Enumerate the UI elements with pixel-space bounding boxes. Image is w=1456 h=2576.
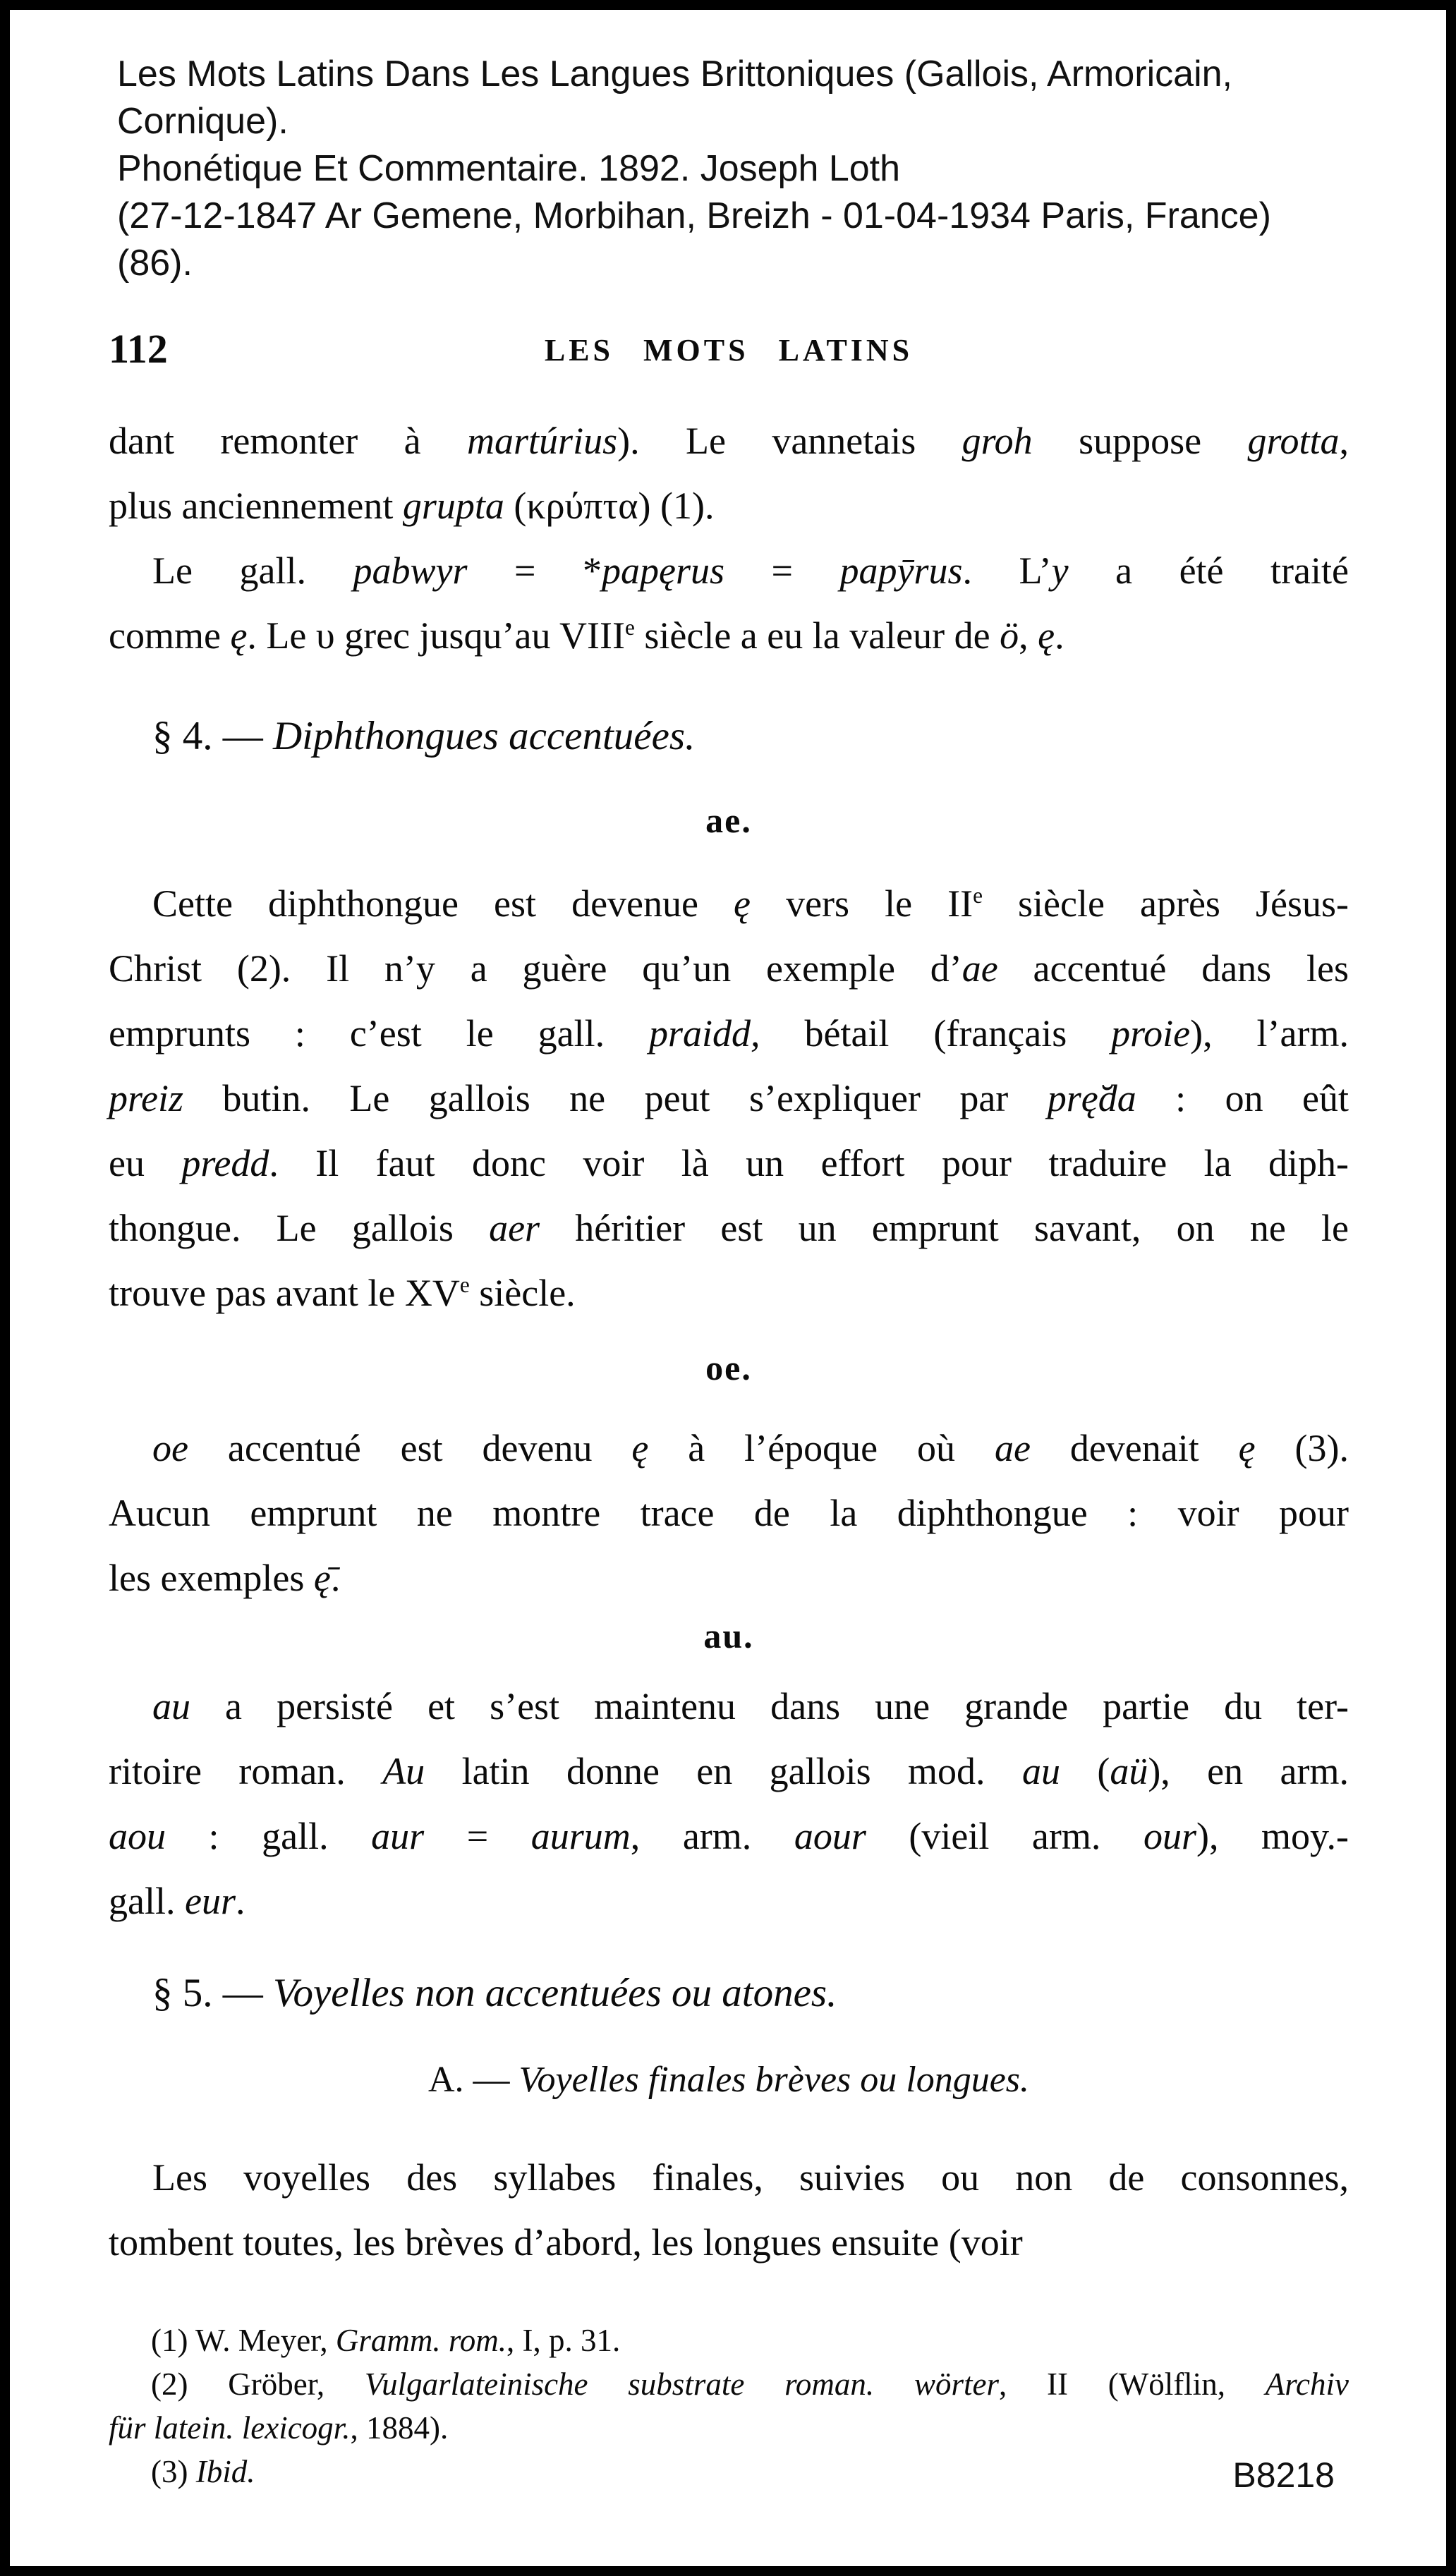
text-line <box>109 1545 1349 1610</box>
running-head <box>109 325 1349 372</box>
text-line <box>109 2145 1349 2210</box>
page-number: 112 <box>109 326 168 372</box>
italic-term: ę <box>1038 614 1055 657</box>
plain-text: ritoire roman. <box>109 1750 383 1792</box>
italic-term: ę̄ <box>313 1557 331 1599</box>
text-line <box>109 1739 1349 1804</box>
text-line <box>109 871 1349 936</box>
plain-text: (vieil arm. <box>866 1815 1143 1857</box>
italic-term: Voyelles finales brèves ou longues. <box>518 2060 1030 2100</box>
plain-text: dant remonter à <box>109 420 468 462</box>
italic-term: aou <box>109 1815 166 1857</box>
text-line <box>109 1260 1349 1325</box>
italic-term: Archiv <box>1265 2367 1349 2402</box>
italic-term: ę <box>230 614 248 657</box>
italic-term: pabwyr <box>353 549 468 592</box>
text-line <box>109 1481 1349 1545</box>
plain-text: (1) W. Meyer, <box>151 2323 336 2358</box>
italic-term: martúrius <box>467 420 618 462</box>
plain-text: § 4. — <box>152 714 273 758</box>
paragraph-au <box>109 1674 1349 1933</box>
plain-text: bétail (français <box>760 1012 1112 1055</box>
plain-text: accentué est devenu <box>188 1427 632 1469</box>
header-note-line-3: (27-12-1847 Ar Gemene, Morbihan, Breizh - 01-04-1934 Paris, France) (86). <box>117 195 1271 284</box>
plain-text: . <box>235 1880 245 1922</box>
plain-text: . Le υ grec jusqu’au VIII <box>247 614 625 657</box>
library-stamp: B8218 <box>1232 2455 1335 2495</box>
plain-text: = <box>424 1815 531 1857</box>
italic-term: Au <box>382 1750 425 1792</box>
superscript-text: e <box>973 883 983 908</box>
plain-text: . Il faut donc voir là un effort pour traduire la diph- <box>269 1142 1349 1184</box>
italic-term: aur <box>371 1815 425 1857</box>
section-heading-4 <box>152 712 1349 761</box>
plain-text: emprunts : c’est le gall. <box>109 1012 650 1055</box>
text-line <box>109 603 1349 668</box>
plain-text: . L’ <box>962 549 1052 592</box>
plain-text: les exemples <box>109 1557 314 1599</box>
text-line <box>109 2362 1349 2406</box>
plain-text: a été traité <box>1068 549 1349 592</box>
text-line <box>109 1416 1349 1481</box>
paragraph-grotta <box>109 408 1349 538</box>
plain-text: à l’époque où <box>648 1427 995 1469</box>
text-line <box>109 2450 1349 2493</box>
plain-text: latin donne en gallois mod. <box>425 1750 1022 1792</box>
italic-term: papȳrus <box>839 549 963 592</box>
header-note-line-2: Phonétique Et Commentaire. 1892. Joseph Loth <box>117 148 901 189</box>
italic-term: au <box>152 1685 190 1727</box>
italic-term: aour <box>794 1815 866 1857</box>
italic-term: grupta <box>402 485 504 527</box>
paragraph-ae <box>109 871 1349 1325</box>
plain-text: : on eût <box>1136 1077 1349 1119</box>
section-heading-5 <box>152 1969 1349 2018</box>
plain-text: a persisté et s’est maintenu dans une grande partie du ter- <box>190 1685 1349 1727</box>
plain-text: (κρύπτα) (1). <box>504 485 715 527</box>
plain-text: vers le II <box>751 882 973 925</box>
italic-term: papęrus <box>602 549 725 592</box>
paragraph-pabwyr <box>109 538 1349 668</box>
plain-text: Les voyelles des syllabes finales, suivies ou non de consonnes, <box>152 2156 1349 2199</box>
italic-term: our <box>1143 1815 1196 1857</box>
paragraph-oe <box>109 1416 1349 1610</box>
paragraph-voyelles-finales <box>109 2145 1349 2275</box>
italic-term: ę <box>1238 1427 1256 1469</box>
plain-text: A. — <box>427 2060 519 2100</box>
vowel-heading-oe: oe. <box>705 1348 752 1387</box>
italic-term: ö <box>1000 614 1019 657</box>
plain-text: eu <box>109 1142 182 1184</box>
text-line <box>109 1674 1349 1739</box>
plain-text: , I, p. 31. <box>506 2323 621 2358</box>
italic-term: prę̆da <box>1047 1077 1136 1119</box>
italic-term: proie <box>1111 1012 1191 1055</box>
plain-text: . <box>330 1557 341 1599</box>
subsection-heading-A <box>109 2058 1349 2103</box>
plain-text: gall. <box>109 1880 185 1922</box>
italic-term: Vulgarlateinische substrate roman. wörter <box>364 2367 999 2402</box>
plain-text: , <box>1019 614 1038 657</box>
plain-text: § 5. — <box>152 1971 273 2015</box>
plain-text: héritier est un emprunt savant, on ne le <box>540 1207 1349 1249</box>
superscript-text: e <box>624 615 635 640</box>
italic-term: aurum <box>530 1815 631 1857</box>
italic-term: predd <box>181 1142 269 1184</box>
italic-term: ę <box>734 882 751 925</box>
plain-text: , II (Wölflin, <box>998 2367 1266 2402</box>
italic-term: Ibid. <box>195 2454 255 2489</box>
italic-term: groh <box>961 420 1033 462</box>
text-line <box>109 2210 1349 2275</box>
plain-text: accentué dans les <box>997 947 1349 990</box>
plain-text: butin. Le gallois ne peut s’expliquer par <box>183 1077 1048 1119</box>
plain-text: ( <box>1060 1750 1110 1792</box>
plain-text: Le gall. <box>152 549 353 592</box>
italic-term: eur <box>184 1880 236 1922</box>
italic-term: ae <box>961 947 998 990</box>
header-note-line-1: Les Mots Latins Dans Les Langues Brittoniques (Gallois, Armoricain, Cornique). <box>117 54 1232 142</box>
plain-text: , arm. <box>630 1815 794 1857</box>
text-line <box>109 1131 1349 1196</box>
plain-text: (2) Gröber, <box>151 2367 365 2402</box>
plain-text: , <box>1339 420 1349 462</box>
catalog-header-note <box>117 51 1340 287</box>
text-line <box>109 1869 1349 1933</box>
plain-text: ), en arm. <box>1148 1750 1349 1792</box>
footnotes <box>109 2319 1349 2493</box>
text-line <box>109 1196 1349 1260</box>
vowel-heading-au: au. <box>703 1616 754 1655</box>
plain-text: ), moy.- <box>1196 1815 1349 1857</box>
plain-text: siècle. <box>469 1272 576 1314</box>
text-line <box>109 538 1349 603</box>
italic-term: ę <box>631 1427 649 1469</box>
plain-text: devenait <box>1030 1427 1239 1469</box>
italic-term: praidd, <box>649 1012 760 1055</box>
superscript-text: e <box>459 1272 470 1297</box>
italic-term: ae <box>994 1427 1031 1469</box>
plain-text: siècle a eu la valeur de <box>634 614 1000 657</box>
plain-text: : gall. <box>166 1815 372 1857</box>
plain-text: Christ (2). Il n’y a guère qu’un exemple d’ <box>109 947 962 990</box>
plain-text: ), l’arm. <box>1190 1012 1349 1055</box>
text-line <box>109 2406 1349 2450</box>
italic-term: y <box>1051 549 1069 592</box>
plain-text: Cette diphthongue est devenue <box>152 882 734 925</box>
plain-text: trouve pas avant le XV <box>109 1272 460 1314</box>
plain-text: (3). <box>1255 1427 1349 1469</box>
plain-text: siècle après Jésus- <box>982 882 1349 925</box>
plain-text: tombent toutes, les brèves d’abord, les longues ensuite (voir <box>109 2221 1023 2264</box>
italic-term: Gramm. rom. <box>335 2323 507 2358</box>
italic-term: au <box>1021 1750 1060 1792</box>
italic-term: oe <box>152 1427 188 1469</box>
plain-text: , 1884). <box>350 2410 449 2446</box>
text-line <box>109 1066 1349 1131</box>
italic-term: preiz <box>109 1077 183 1119</box>
plain-text: ). Le vannetais <box>617 420 962 462</box>
italic-term: aer <box>489 1207 540 1249</box>
plain-text: suppose <box>1032 420 1248 462</box>
running-title: LES MOTS LATINS <box>544 333 914 367</box>
plain-text: = <box>724 549 840 592</box>
vowel-heading-ae: ae. <box>705 801 752 840</box>
italic-term: Diphthongues accentuées. <box>273 714 696 758</box>
italic-term: Voyelles non accentuées ou atones. <box>273 1971 837 2015</box>
plain-text: = * <box>467 549 602 592</box>
plain-text: Aucun emprunt ne montre trace de la diphthongue : voir pour <box>109 1492 1349 1534</box>
text-line <box>109 1804 1349 1869</box>
plain-text: (3) <box>151 2454 196 2489</box>
plain-text: . <box>1055 614 1064 657</box>
plain-text: plus anciennement <box>109 485 403 527</box>
italic-term: grotta <box>1247 420 1340 462</box>
plain-text: thongue. Le gallois <box>109 1207 490 1249</box>
text-line <box>109 1001 1349 1066</box>
text-line <box>109 936 1349 1001</box>
italic-term: aü <box>1110 1750 1148 1792</box>
text-line <box>109 2319 1349 2362</box>
italic-term: für latein. lexicogr. <box>109 2410 351 2446</box>
plain-text: comme <box>109 614 231 657</box>
text-line <box>109 473 1349 538</box>
text-line <box>109 408 1349 473</box>
